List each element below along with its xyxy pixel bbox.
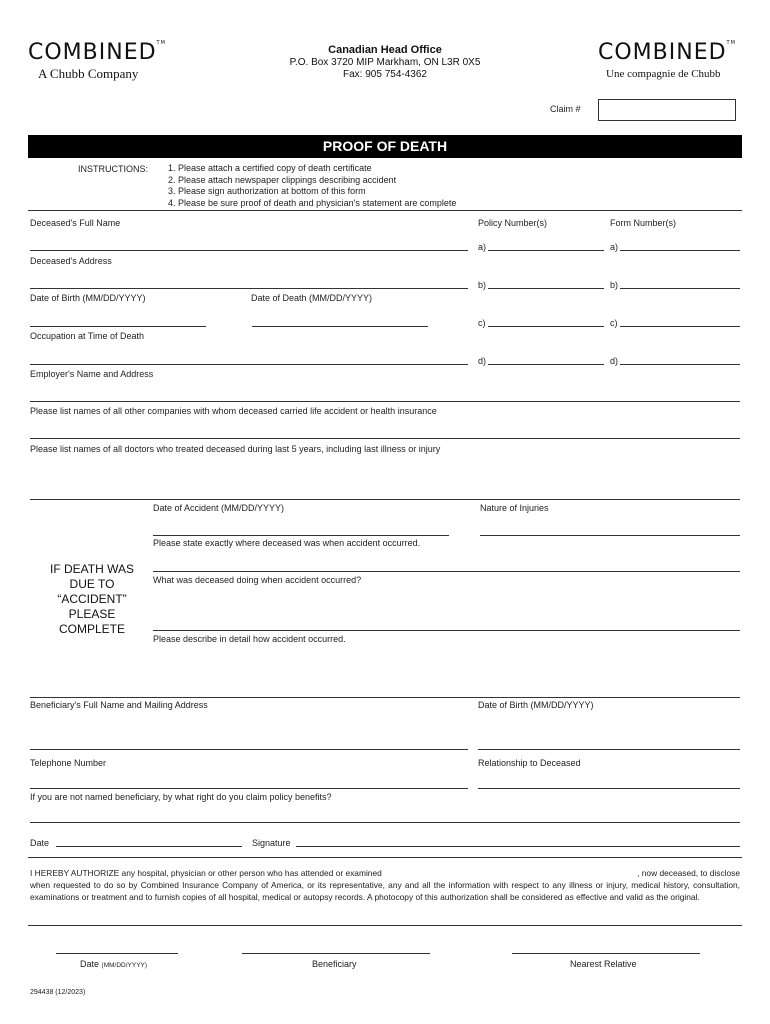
other-companies-label: Please list names of all other companies with whom deceased carried life accident or health insurance	[30, 406, 437, 416]
authorization-start: I HEREBY AUTHORIZE	[30, 868, 120, 878]
policy-letter-a: a)	[478, 242, 487, 252]
form-number-b-field[interactable]	[620, 288, 740, 289]
policy-number-b-field[interactable]	[488, 288, 604, 289]
form-letter-a: a)	[610, 242, 619, 252]
form-letter-c: c)	[610, 318, 618, 328]
authorization-first-line	[30, 867, 740, 879]
combined-logo-left: COMBINED™	[28, 40, 166, 65]
accident-location-field[interactable]	[153, 571, 740, 572]
instructions-list	[168, 163, 456, 209]
instruction-item: 1. Please attach a certified copy of death certificate	[168, 163, 372, 173]
instruction-item: 2. Please attach newspaper clippings describing accident	[168, 174, 397, 185]
telephone-field[interactable]	[30, 788, 468, 789]
employer-label: Employer's Name and Address	[30, 369, 154, 379]
authorization-date-label: Date (MM/DD/YYYY)	[80, 959, 148, 969]
occupation-field[interactable]	[30, 364, 468, 365]
instruction-item: 3. Please sign authorization at bottom of this form	[168, 186, 366, 196]
accident-heading-line: COMPLETE	[58, 622, 125, 636]
dod-field[interactable]	[252, 326, 428, 327]
instructions-label: INSTRUCTIONS:	[78, 164, 149, 174]
nature-of-injuries-label: Nature of Injuries	[480, 503, 549, 513]
accident-description-field[interactable]	[30, 697, 740, 698]
office-header	[270, 44, 500, 81]
accident-activity-label: What was deceased doing when accident occurred?	[153, 575, 362, 585]
dod-label: Date of Death (MM/DD/YYYY)	[251, 293, 373, 303]
form-letter-b: b)	[610, 280, 619, 290]
deceased-address-field[interactable]	[30, 288, 468, 289]
claim-number-field[interactable]	[598, 99, 736, 121]
dob-label: Date of Birth (MM/DD/YYYY)	[30, 293, 146, 303]
dob-field[interactable]	[30, 326, 206, 327]
beneficiary-date-field[interactable]	[56, 846, 242, 847]
beneficiary-name-label: Beneficiary's Full Name and Mailing Address	[30, 700, 208, 710]
form-letter-d: d)	[610, 356, 619, 366]
divider	[28, 925, 742, 926]
policy-number-a-field[interactable]	[488, 250, 604, 251]
policy-letter-d: d)	[478, 356, 487, 366]
policy-number-d-field[interactable]	[488, 364, 604, 365]
combined-logo-right: COMBINED™	[598, 40, 736, 65]
other-companies-field[interactable]	[30, 438, 740, 439]
deceased-name-label: Deceased's Full Name	[30, 218, 121, 228]
signature-field[interactable]	[296, 846, 740, 847]
office-fax: Fax: 905 754-4362	[343, 69, 427, 80]
beneficiary-dob-field[interactable]	[478, 749, 740, 750]
divider	[28, 210, 742, 211]
authorization-part1: any hospital, physician or other person who has attended or examined	[119, 868, 382, 878]
deceased-name-field[interactable]	[30, 250, 468, 251]
authorization-body: when requested to do so by Combined Insurance Company of America, or its representative, any and all the information with respect to any illness or injury, medical history, consultation, examinations or treatment and to furnish copies of all hospital, medical or autopsy records. A photocopy of this authorization shall be considered as effective and valid as the original.	[30, 880, 740, 902]
beneficiary-date-label: Date	[30, 838, 50, 848]
policy-letter-b: b)	[478, 280, 487, 290]
accident-location-label: Please state exactly where deceased was when accident occurred.	[153, 538, 421, 548]
accident-heading-line: DUE TO	[69, 577, 115, 591]
beneficiary-dob-label: Date of Birth (MM/DD/YYYY)	[478, 700, 594, 710]
doctors-field[interactable]	[30, 499, 740, 500]
authorization-part2: , now deceased, to disclose	[637, 868, 740, 878]
telephone-label: Telephone Number	[30, 758, 107, 768]
accident-activity-field[interactable]	[153, 630, 740, 631]
form-code: 294438 (12/2023)	[30, 989, 86, 996]
form-number-d-field[interactable]	[620, 364, 740, 365]
accident-heading-line: “ACCIDENT”	[57, 592, 127, 606]
claim-label: Claim #	[550, 104, 581, 114]
divider	[28, 857, 742, 858]
instruction-item: 4. Please be sure proof of death and physician's statement are complete	[168, 197, 457, 208]
chubb-company-tagline-fr: Une compagnie de Chubb	[606, 68, 721, 80]
relationship-label: Relationship to Deceased	[478, 758, 581, 768]
date-format-hint: (MM/DD/YYYY)	[101, 962, 148, 969]
form-title: PROOF OF DEATH	[28, 135, 742, 158]
office-title: Canadian Head Office	[328, 44, 442, 56]
claim-right-field[interactable]	[30, 822, 740, 823]
chubb-company-tagline: A Chubb Company	[38, 66, 139, 81]
signature-label: Signature	[252, 838, 291, 848]
beneficiary-name-field[interactable]	[30, 749, 468, 750]
authorization-date-field[interactable]	[56, 953, 178, 954]
accident-heading-line: PLEASE	[68, 607, 116, 621]
authorization-text	[30, 867, 740, 903]
occupation-label: Occupation at Time of Death	[30, 331, 145, 341]
accident-section-heading	[38, 562, 146, 637]
accident-date-field[interactable]	[153, 535, 449, 536]
nearest-relative-signature-field[interactable]	[512, 953, 700, 954]
policy-letter-c: c)	[478, 318, 486, 328]
beneficiary-signature-field[interactable]	[242, 953, 430, 954]
claim-right-label: If you are not named beneficiary, by what right do you claim policy benefits?	[30, 792, 332, 802]
form-number-a-field[interactable]	[620, 250, 740, 251]
nearest-relative-label: Nearest Relative	[570, 959, 637, 969]
accident-date-label: Date of Accident (MM/DD/YYYY)	[153, 503, 285, 513]
doctors-label: Please list names of all doctors who treated deceased during last 5 years, including last illness or injury	[30, 444, 441, 454]
form-number-c-field[interactable]	[620, 326, 740, 327]
policy-number-c-field[interactable]	[488, 326, 604, 327]
deceased-address-label: Deceased's Address	[30, 256, 112, 266]
employer-field[interactable]	[30, 401, 740, 402]
office-address: P.O. Box 3720 MIP Markham, ON L3R 0X5	[289, 57, 481, 68]
beneficiary-signature-label: Beneficiary	[312, 959, 357, 969]
nature-of-injuries-field[interactable]	[480, 535, 740, 536]
accident-description-label: Please describe in detail how accident occurred.	[153, 634, 346, 644]
relationship-field[interactable]	[478, 788, 740, 789]
accident-heading-line: IF DEATH WAS	[50, 562, 134, 576]
form-numbers-label: Form Number(s)	[610, 218, 677, 228]
policy-numbers-label: Policy Number(s)	[478, 218, 548, 228]
